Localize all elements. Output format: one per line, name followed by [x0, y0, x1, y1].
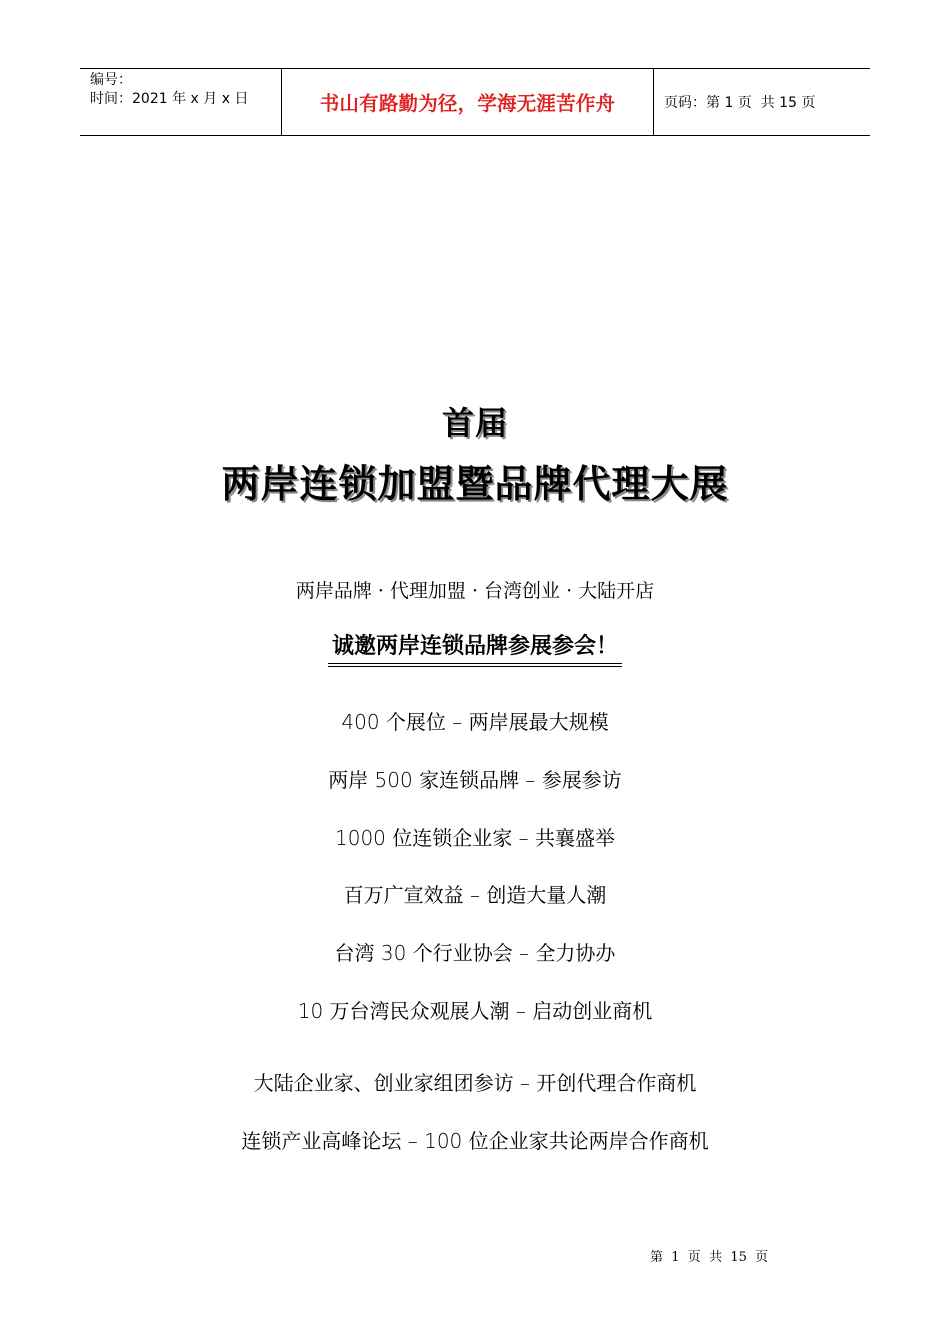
- feature-item: 台湾 30 个行业协会 – 全力协办: [334, 941, 616, 965]
- serial-number-label: 编号：: [90, 72, 132, 88]
- motto-text: 书山有路勤为径，学海无涯苦作舟: [319, 92, 616, 115]
- invite-heading: 诚邀两岸连锁品牌参展参会！: [328, 632, 622, 667]
- feature-item: 两岸 500 家连锁品牌 – 参展参访: [328, 768, 622, 792]
- subtitle: 两岸品牌 · 代理加盟 · 台湾创业 · 大陆开店: [295, 580, 655, 602]
- feature-item: 大陆企业家、创业家组团参访 – 开创代理合作商机: [253, 1071, 697, 1095]
- header-meta-cell: [80, 69, 282, 135]
- header-page-cell: [654, 69, 870, 135]
- feature-item: 百万广宣效益 – 创造大量人潮: [343, 883, 607, 907]
- feature-item: 400 个展位 – 两岸展最大规模: [341, 710, 609, 734]
- title-line-1: 首届: [441, 404, 508, 442]
- header-page-info: 页码：第 1 页 共 15 页: [664, 95, 816, 111]
- feature-item: 10 万台湾民众观展人潮 – 启动创业商机: [297, 999, 653, 1023]
- document-header: [80, 68, 870, 136]
- footer-page-number: 第 1 页 共 15 页: [650, 1250, 769, 1265]
- header-motto-cell: [282, 69, 654, 135]
- date-label: 时间：2021 年 x 月 x 日: [90, 91, 249, 107]
- invite-wrapper: [0, 632, 950, 667]
- feature-item: 连锁产业高峰论坛 – 100 位企业家共论两岸合作商机: [241, 1129, 709, 1153]
- title-line-2: 两岸连锁加盟暨品牌代理大展: [221, 462, 729, 506]
- feature-item: 1000 位连锁企业家 – 共襄盛举: [335, 826, 615, 850]
